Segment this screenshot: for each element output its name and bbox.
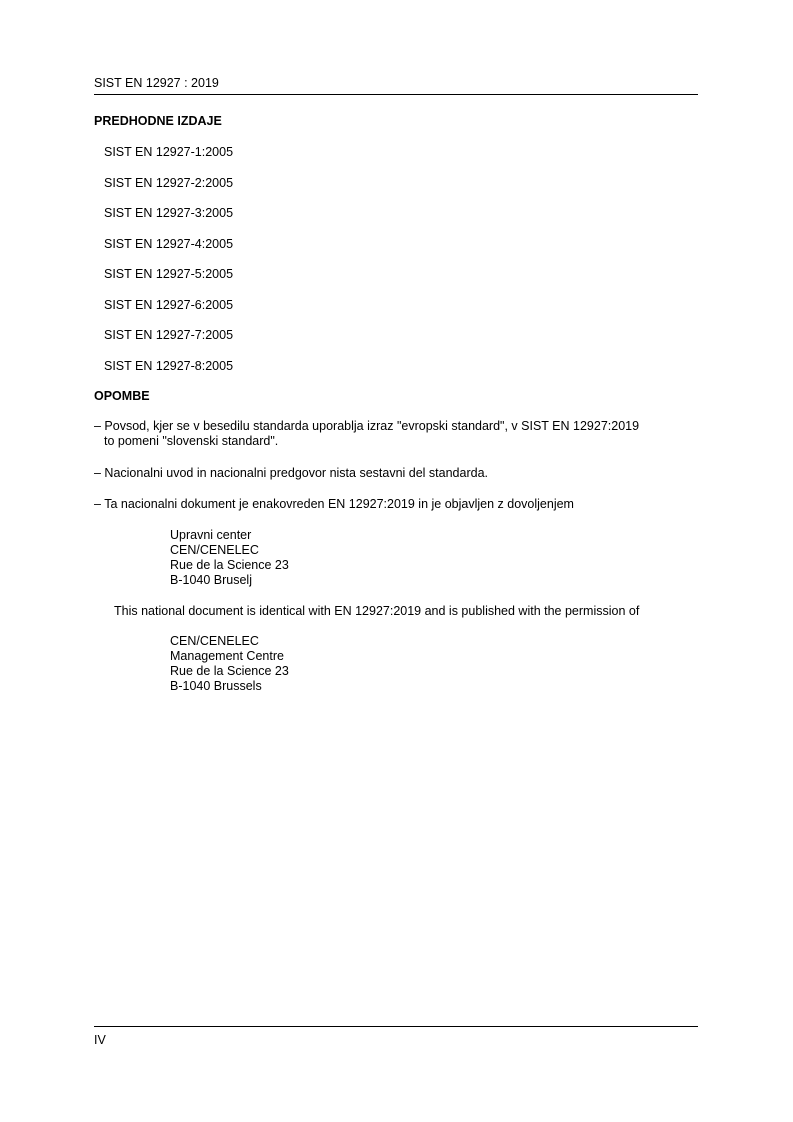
address-line: Rue de la Science 23 <box>170 558 289 572</box>
note-evropski-standard <box>94 419 704 449</box>
address-slovenian <box>170 528 289 588</box>
previous-edition-item: SIST EN 12927-6:2005 <box>104 298 234 312</box>
previous-edition-item: SIST EN 12927-7:2005 <box>104 328 234 342</box>
address-line: B-1040 Bruselj <box>170 573 252 587</box>
previous-edition-item: SIST EN 12927-4:2005 <box>104 237 234 251</box>
address-line: Upravni center <box>170 528 252 542</box>
previous-edition-item: SIST EN 12927-5:2005 <box>104 267 234 281</box>
address-line: B-1040 Brussels <box>170 679 262 693</box>
header-document-id: SIST EN 12927 : 2019 <box>94 76 219 90</box>
previous-edition-item: SIST EN 12927-1:2005 <box>104 145 234 159</box>
note-nacionalni-uvod: – Nacionalni uvod in nacionalni predgovor nista sestavni del standarda. <box>94 466 489 480</box>
header-rule <box>94 94 698 95</box>
address-english <box>170 634 289 694</box>
page-number: IV <box>94 1033 106 1047</box>
address-line: Rue de la Science 23 <box>170 664 289 678</box>
previous-edition-item: SIST EN 12927-2:2005 <box>104 176 234 190</box>
previous-editions-title: PREDHODNE IZDAJE <box>94 114 222 128</box>
address-line: CEN/CENELEC <box>170 634 259 648</box>
note-1-line-2: to pomeni "slovenski standard". <box>104 434 279 448</box>
english-statement: This national document is identical with EN 12927:2019 and is published with the permission of <box>114 604 640 618</box>
previous-edition-item: SIST EN 12927-3:2005 <box>104 206 234 220</box>
address-line: CEN/CENELEC <box>170 543 259 557</box>
previous-edition-item: SIST EN 12927-8:2005 <box>104 359 234 373</box>
notes-title: OPOMBE <box>94 389 150 403</box>
note-1-line-1: – Povsod, kjer se v besedilu standarda uporablja izraz "evropski standard", v SIST EN 12927:2019 <box>94 419 640 433</box>
address-line: Management Centre <box>170 649 284 663</box>
note-enakovreden: – Ta nacionalni dokument je enakovreden EN 12927:2019 in je objavljen z dovoljenjem <box>94 497 574 511</box>
footer-rule <box>94 1026 698 1027</box>
